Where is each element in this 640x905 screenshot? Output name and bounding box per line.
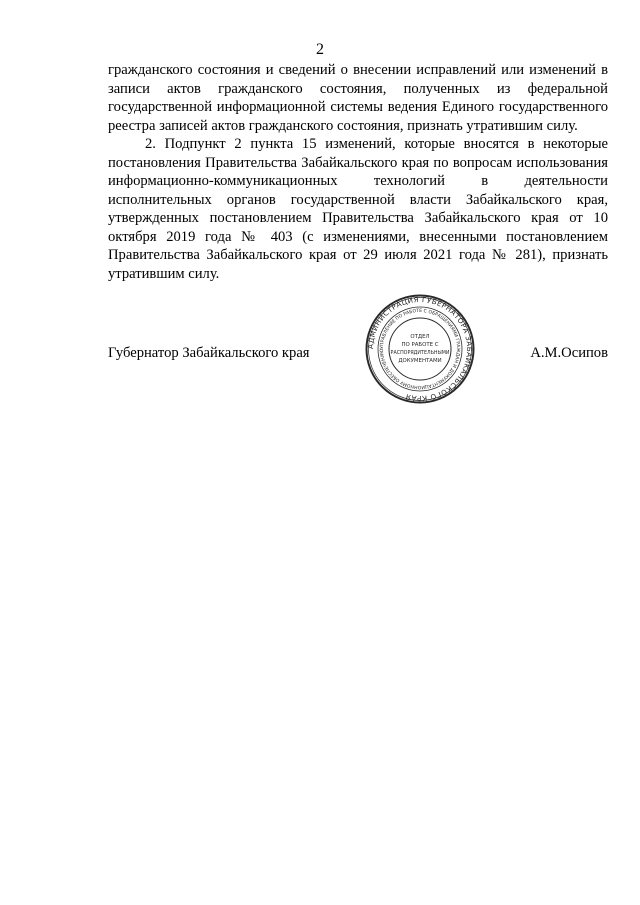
stamp-center-line-3: РАСПОРЯДИТЕЛЬНЫМИ (390, 351, 450, 356)
paragraph-continuation: гражданского состояния и сведений о внесении исправлений или изменений в записи актов гражданского состояния, полученных из федеральной государственной информационной системы ведения Единого государственного реестра записей актов гражданского состояния, признать утратившим силу. (108, 62, 608, 134)
stamp-outer-text: АДМИНИСТРАЦИЯ ГУБЕРНАТОРА ЗАБАЙКАЛЬСКОГО КРАЯ (365, 294, 475, 404)
stamp-center-line-1: ОТДЕЛ (410, 334, 430, 340)
signer-title: Губернатор Забайкальского края (108, 345, 310, 361)
official-stamp (365, 294, 475, 404)
document-body (108, 61, 608, 283)
signer-name: А.М.Осипов (530, 345, 608, 361)
page-number: 2 (316, 41, 324, 58)
svg-text:УПРАВЛЕНИЕ ПО РАБОТЕ С ОБРАЩЕН (379, 308, 461, 390)
stamp-center-line-4: ДОКУМЕНТАМИ (398, 358, 442, 364)
stamp-seal-icon (365, 294, 475, 404)
paragraph-item-2: 2. Подпункт 2 пункта 15 изменений, которые вносятся в некоторые постановления Правительства Забайкальского края по вопросам использования информационно-коммуникационных технологий в деятельности исполнительных органов государственной власти Забайкальского края, утвержденных постановлением Правительства Забайкальского края от 10 октября 2019 года № 403 (с изменениями, внесенными постановлением Правительства Забайкальского края от 29 июля 2021 года № 281), признать утратившим силу. (108, 136, 608, 282)
stamp-center-line-2: ПО РАБОТЕ С (401, 342, 439, 348)
stamp-inner-text: УПРАВЛЕНИЕ ПО РАБОТЕ С ОБРАЩЕНИЯМИ ГРАЖДАН И ДОКУМЕНТАЦИОННОМУ ОБЕСПЕЧЕНИЮ (379, 308, 461, 390)
